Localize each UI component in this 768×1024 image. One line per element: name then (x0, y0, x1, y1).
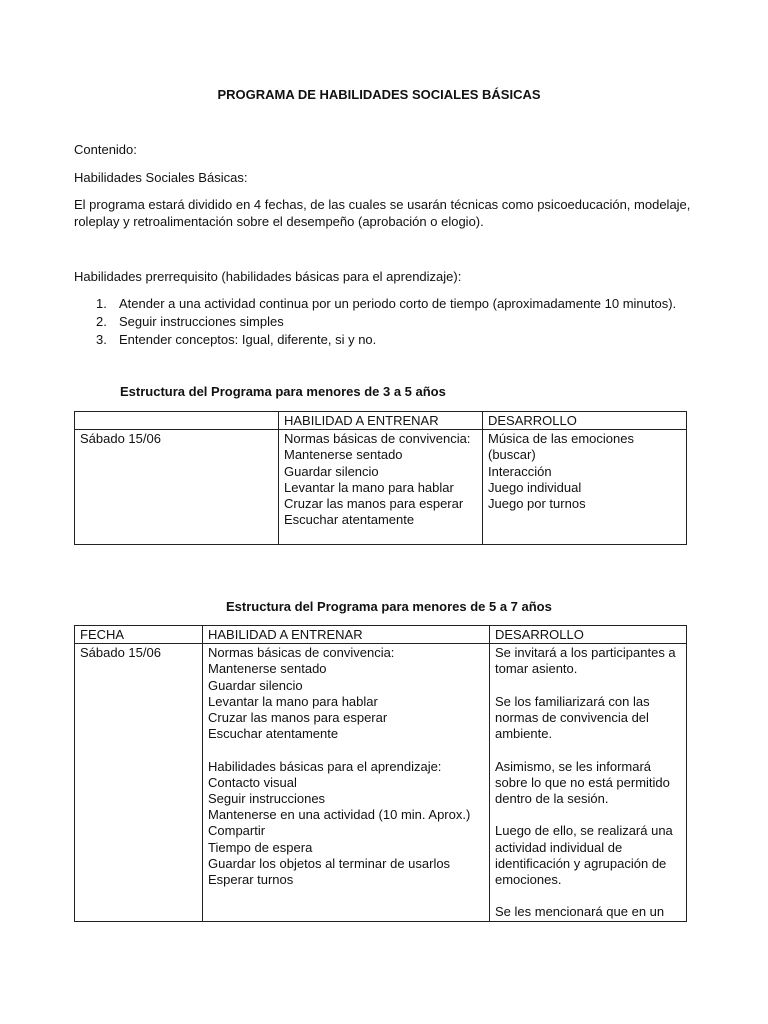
list-text: Seguir instrucciones simples (119, 314, 284, 329)
prereq-list (74, 295, 704, 349)
table-header-row (75, 412, 687, 430)
cell-line: Mantenerse en una actividad (10 min. Aprox.) (208, 807, 471, 823)
table-header-cell: FECHA (75, 626, 203, 644)
cell-line: Música de las emociones (488, 431, 634, 447)
cell-line: Contacto visual (208, 774, 297, 790)
list-number: 2. (96, 314, 107, 329)
habilidades-label: Habilidades Sociales Básicas: (74, 170, 248, 185)
cell-line: Esperar turnos (208, 872, 294, 888)
blank-line (495, 678, 681, 694)
list-text: Entender conceptos: Igual, diferente, si y no. (119, 332, 377, 347)
habilidad-cell (203, 644, 490, 921)
cell-line: Escuchar atentamente (208, 726, 339, 742)
table1 (74, 411, 687, 545)
cell-line: tomar asiento. (495, 661, 578, 677)
table-header-cell (75, 412, 279, 430)
habilidad-cell (279, 430, 483, 545)
intro-paragraph (74, 196, 704, 230)
table1-caption: Estructura del Programa para menores de 3 a 5 años (120, 384, 446, 399)
list-number: 1. (96, 296, 107, 311)
cell-line: Guardar los objetos al terminar de usarlos (208, 855, 451, 871)
cell-line: Guardar silencio (284, 463, 379, 479)
table2 (74, 625, 687, 922)
cell-line: Levantar la mano para hablar (208, 693, 378, 709)
cell-line: Juego individual (488, 479, 582, 495)
cell-line: Se invitará a los participantes a (495, 645, 676, 661)
cell-line: Asimismo, se les informará (495, 758, 652, 774)
fecha-cell: Sábado 15/06 (75, 644, 203, 921)
table-header-row (75, 626, 687, 644)
table2-caption: Estructura del Programa para menores de 5 a 7 años (226, 599, 552, 614)
blank-line (495, 888, 681, 904)
intro-line: El programa estará dividido en 4 fechas, de las cuales se usarán técnicas como psicoeducación, modelaje, (74, 197, 691, 212)
cell-line: Normas básicas de convivencia: (208, 645, 395, 661)
desarrollo-cell (490, 644, 687, 921)
table-header-cell: DESARROLLO (483, 412, 687, 430)
prereq-label: Habilidades prerrequisito (habilidades básicas para el aprendizaje): (74, 269, 462, 284)
cell-line: Mantenerse sentado (284, 447, 403, 463)
list-item (74, 331, 704, 349)
table-header-cell: HABILIDAD A ENTRENAR (203, 626, 490, 644)
cell-line: Cruzar las manos para esperar (284, 496, 464, 512)
cell-line: (buscar) (488, 447, 536, 463)
cell-line: Compartir (208, 823, 266, 839)
cell-line: Luego de ello, se realizará una (495, 823, 673, 839)
cell-line: Se los familiarizará con las (495, 693, 650, 709)
cell-line: Interacción (488, 463, 552, 479)
cell-line: dentro de la sesión. (495, 791, 609, 806)
intro-line: roleplay y retroalimentación sobre el desempeño (aprobación o elogio). (74, 214, 484, 229)
cell-line: Mantenerse sentado (208, 661, 327, 677)
blank-line (208, 742, 484, 758)
list-item (74, 295, 704, 313)
cell-line: Habilidades básicas para el aprendizaje: (208, 758, 442, 774)
table-row (75, 430, 687, 545)
cell-line: Guardar silencio (208, 677, 303, 693)
blank-line (495, 742, 681, 758)
cell-line: actividad individual de (495, 839, 623, 855)
list-item (74, 313, 704, 331)
blank-line (495, 807, 681, 823)
table-header-cell: DESARROLLO (490, 626, 687, 644)
cell-line: Se les mencionará que en un (495, 904, 665, 920)
cell-line: Levantar la mano para hablar (284, 479, 454, 495)
cell-line: emociones. (495, 872, 562, 887)
cell-line: Juego por turnos (488, 496, 586, 512)
cell-line: normas de convivencia del (495, 710, 649, 725)
cell-line: Tiempo de espera (208, 839, 313, 855)
desarrollo-cell (483, 430, 687, 545)
list-text: Atender a una actividad continua por un periodo corto de tiempo (aproximadamente 10 minutos). (119, 296, 677, 311)
table-row (75, 644, 687, 921)
document-title: PROGRAMA DE HABILIDADES SOCIALES BÁSICAS (217, 87, 541, 102)
cell-line: Seguir instrucciones (208, 791, 326, 807)
cell-line: Escuchar atentamente (284, 512, 415, 528)
cell-line: identificación y agrupación de (495, 855, 667, 871)
cell-line: Normas básicas de convivencia: (284, 431, 471, 447)
fecha-cell: Sábado 15/06 (75, 430, 279, 545)
cell-line: Cruzar las manos para esperar (208, 710, 388, 726)
table-header-cell: HABILIDAD A ENTRENAR (279, 412, 483, 430)
cell-line: ambiente. (495, 726, 553, 742)
contenido-label: Contenido: (74, 142, 137, 157)
cell-line: sobre lo que no está permitido (495, 774, 670, 790)
list-number: 3. (96, 332, 107, 347)
